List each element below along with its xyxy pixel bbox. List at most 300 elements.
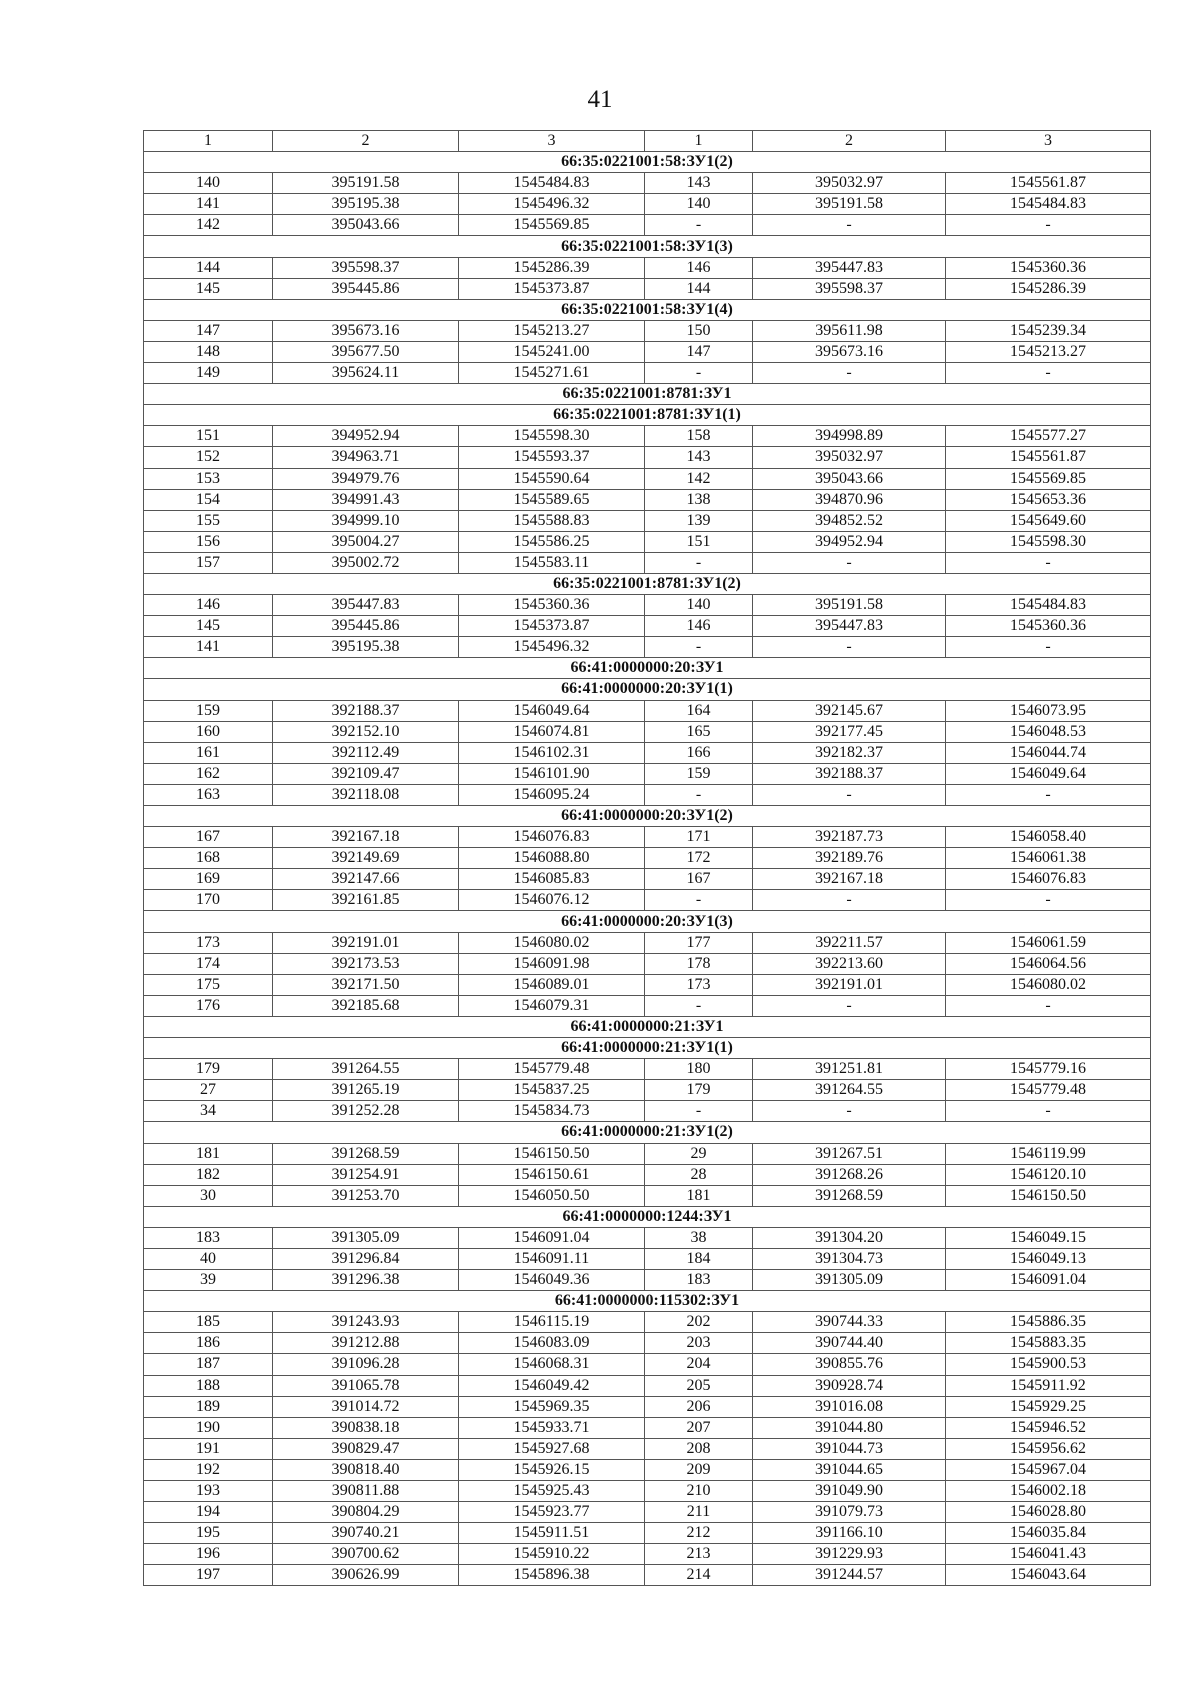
coordinate-x: 392187.73: [753, 827, 946, 848]
coordinate-y: 1545598.30: [459, 426, 645, 447]
coordinate-y: 1545910.22: [459, 1544, 645, 1565]
point-number: 142: [645, 468, 753, 489]
coordinate-x: 391251.81: [753, 1059, 946, 1080]
coordinate-x: 392173.53: [273, 953, 459, 974]
table-row: [144, 742, 1151, 763]
point-number: 184: [645, 1248, 753, 1269]
table-row: [144, 1227, 1151, 1248]
coordinate-x: -: [753, 215, 946, 236]
parcel-section-row: [144, 236, 1151, 257]
point-number: 156: [144, 531, 273, 552]
coordinate-x: 394999.10: [273, 510, 459, 531]
table-row: [144, 1333, 1151, 1354]
point-number: 190: [144, 1417, 273, 1438]
table-row: [144, 1502, 1151, 1523]
coordinate-x: 395611.98: [753, 320, 946, 341]
point-number: 203: [645, 1333, 753, 1354]
coordinate-y: -: [946, 215, 1151, 236]
table-row: [144, 932, 1151, 953]
column-header: 2: [273, 131, 459, 152]
coordinate-y: 1545590.64: [459, 468, 645, 489]
table-row: [144, 320, 1151, 341]
point-number: 141: [144, 194, 273, 215]
table-row: [144, 510, 1151, 531]
coordinate-y: 1545561.87: [946, 447, 1151, 468]
coordinate-y: 1546049.15: [946, 1227, 1151, 1248]
point-number: 157: [144, 552, 273, 573]
parcel-section-row: [144, 384, 1151, 405]
point-number: 30: [144, 1185, 273, 1206]
coordinate-y: 1545779.48: [459, 1059, 645, 1080]
coordinate-y: 1546058.40: [946, 827, 1151, 848]
coordinate-y: 1546091.04: [946, 1270, 1151, 1291]
coordinate-x: 392191.01: [273, 932, 459, 953]
coordinate-x: 391296.84: [273, 1248, 459, 1269]
coordinate-y: 1545577.27: [946, 426, 1151, 447]
coordinate-y: 1545886.35: [946, 1312, 1151, 1333]
table-row: [144, 1312, 1151, 1333]
point-number: -: [645, 890, 753, 911]
table-row: [144, 1375, 1151, 1396]
point-number: 159: [144, 700, 273, 721]
coordinate-y: 1545484.83: [459, 173, 645, 194]
coordinate-y: -: [946, 637, 1151, 658]
coordinate-x: 395032.97: [753, 447, 946, 468]
coordinate-y: 1546049.36: [459, 1270, 645, 1291]
point-number: 148: [144, 341, 273, 362]
point-number: 193: [144, 1481, 273, 1502]
point-number: 40: [144, 1248, 273, 1269]
point-number: 142: [144, 215, 273, 236]
point-number: 196: [144, 1544, 273, 1565]
coordinate-y: 1546049.64: [946, 763, 1151, 784]
coordinate-y: 1546068.31: [459, 1354, 645, 1375]
point-number: 154: [144, 489, 273, 510]
coordinate-y: 1546002.18: [946, 1481, 1151, 1502]
table-row: [144, 1544, 1151, 1565]
point-number: 160: [144, 721, 273, 742]
point-number: 192: [144, 1459, 273, 1480]
point-number: 168: [144, 848, 273, 869]
coordinate-x: 395598.37: [273, 257, 459, 278]
coordinate-y: 1545373.87: [459, 616, 645, 637]
table-row: [144, 848, 1151, 869]
point-number: 169: [144, 869, 273, 890]
coordinate-x: 391253.70: [273, 1185, 459, 1206]
coordinate-y: 1546091.98: [459, 953, 645, 974]
parcel-section-row: [144, 679, 1151, 700]
coordinate-y: 1546035.84: [946, 1523, 1151, 1544]
point-number: 138: [645, 489, 753, 510]
coordinate-x: 395445.86: [273, 616, 459, 637]
point-number: 147: [645, 341, 753, 362]
point-number: 146: [645, 616, 753, 637]
coordinate-y: 1546074.81: [459, 721, 645, 742]
point-number: 141: [144, 637, 273, 658]
point-number: 183: [645, 1270, 753, 1291]
coordinate-x: 391305.09: [273, 1227, 459, 1248]
coordinate-x: 391229.93: [753, 1544, 946, 1565]
coordinate-y: 1545911.51: [459, 1523, 645, 1544]
parcel-cadastral-number: 66:41:0000000:21:ЗУ1: [144, 1016, 1151, 1037]
coordinate-x: 395445.86: [273, 278, 459, 299]
coordinate-x: 392188.37: [753, 763, 946, 784]
point-number: 27: [144, 1080, 273, 1101]
point-number: 143: [645, 173, 753, 194]
point-number: 183: [144, 1227, 273, 1248]
point-number: 182: [144, 1164, 273, 1185]
parcel-section-row: [144, 1291, 1151, 1312]
parcel-cadastral-number: 66:35:0221001:8781:ЗУ1(1): [144, 405, 1151, 426]
coordinate-y: -: [946, 890, 1151, 911]
table-row: [144, 1438, 1151, 1459]
coordinate-y: 1546120.10: [946, 1164, 1151, 1185]
coordinate-y: 1545569.85: [459, 215, 645, 236]
point-number: 140: [645, 595, 753, 616]
point-number: 209: [645, 1459, 753, 1480]
point-number: 151: [645, 531, 753, 552]
coordinate-y: 1546150.50: [459, 1143, 645, 1164]
coordinate-x: 392191.01: [753, 974, 946, 995]
coordinate-y: 1546119.99: [946, 1143, 1151, 1164]
coordinate-y: 1545956.62: [946, 1438, 1151, 1459]
point-number: 165: [645, 721, 753, 742]
table-row: [144, 257, 1151, 278]
table-row: [144, 1185, 1151, 1206]
coordinate-y: 1545834.73: [459, 1101, 645, 1122]
table-row: [144, 173, 1151, 194]
point-number: 214: [645, 1565, 753, 1586]
coordinate-x: 395598.37: [753, 278, 946, 299]
point-number: -: [645, 1101, 753, 1122]
coordinate-y: 1546028.80: [946, 1502, 1151, 1523]
table-row: [144, 616, 1151, 637]
coordinate-x: 391049.90: [753, 1481, 946, 1502]
table-row: [144, 1101, 1151, 1122]
coordinate-y: 1546088.80: [459, 848, 645, 869]
coordinate-x: 391304.73: [753, 1248, 946, 1269]
parcel-cadastral-number: 66:35:0221001:58:ЗУ1(2): [144, 152, 1151, 173]
coordinate-x: 395195.38: [273, 194, 459, 215]
point-number: -: [645, 363, 753, 384]
coordinate-x: -: [753, 1101, 946, 1122]
point-number: 164: [645, 700, 753, 721]
coordinate-x: 392213.60: [753, 953, 946, 974]
parcel-cadastral-number: 66:41:0000000:20:ЗУ1(1): [144, 679, 1151, 700]
table-row: [144, 426, 1151, 447]
table-row: [144, 1396, 1151, 1417]
coordinate-x: 395004.27: [273, 531, 459, 552]
coordinate-y: 1546041.43: [946, 1544, 1151, 1565]
table-row: [144, 1565, 1151, 1586]
coordinate-y: 1545241.00: [459, 341, 645, 362]
point-number: 140: [645, 194, 753, 215]
coordinate-x: 395043.66: [753, 468, 946, 489]
point-number: 153: [144, 468, 273, 489]
coordinate-y: 1545900.53: [946, 1354, 1151, 1375]
coordinate-x: 392145.67: [753, 700, 946, 721]
point-number: 179: [144, 1059, 273, 1080]
coordinate-x: -: [753, 637, 946, 658]
column-header: 3: [459, 131, 645, 152]
coordinate-x: 394852.52: [753, 510, 946, 531]
coordinate-y: 1545569.85: [946, 468, 1151, 489]
coordinate-x: 390829.47: [273, 1438, 459, 1459]
coordinate-x: 392171.50: [273, 974, 459, 995]
point-number: 181: [144, 1143, 273, 1164]
table-row: [144, 1270, 1151, 1291]
coordinate-y: 1545583.11: [459, 552, 645, 573]
coordinate-x: 392188.37: [273, 700, 459, 721]
coordinate-x: 391044.80: [753, 1417, 946, 1438]
coordinate-x: 391267.51: [753, 1143, 946, 1164]
coordinate-x: 394963.71: [273, 447, 459, 468]
coordinate-y: 1545649.60: [946, 510, 1151, 531]
point-number: 176: [144, 995, 273, 1016]
table-row: [144, 278, 1151, 299]
coordinate-y: 1545969.35: [459, 1396, 645, 1417]
table-row: [144, 531, 1151, 552]
coordinate-x: 395677.50: [273, 341, 459, 362]
coordinate-x: 391016.08: [753, 1396, 946, 1417]
table-row: [144, 995, 1151, 1016]
point-number: 185: [144, 1312, 273, 1333]
coordinate-y: 1546079.31: [459, 995, 645, 1016]
column-header: 3: [946, 131, 1151, 152]
coordinate-y: 1546091.04: [459, 1227, 645, 1248]
coordinate-y: 1546076.83: [946, 869, 1151, 890]
coordinate-x: 392182.37: [753, 742, 946, 763]
point-number: 159: [645, 763, 753, 784]
coordinate-y: 1545589.65: [459, 489, 645, 510]
coordinate-y: 1546076.83: [459, 827, 645, 848]
point-number: -: [645, 995, 753, 1016]
point-number: 204: [645, 1354, 753, 1375]
coordinate-x: -: [753, 552, 946, 573]
coordinate-y: 1546073.95: [946, 700, 1151, 721]
point-number: 187: [144, 1354, 273, 1375]
coordinate-y: 1545593.37: [459, 447, 645, 468]
parcel-cadastral-number: 66:41:0000000:21:ЗУ1(2): [144, 1122, 1151, 1143]
coordinate-x: -: [753, 784, 946, 805]
point-number: 162: [144, 763, 273, 784]
coordinate-x: 395673.16: [753, 341, 946, 362]
coordinate-x: 392149.69: [273, 848, 459, 869]
coordinate-y: 1545213.27: [946, 341, 1151, 362]
point-number: 161: [144, 742, 273, 763]
coordinate-x: 392177.45: [753, 721, 946, 742]
point-number: 189: [144, 1396, 273, 1417]
point-number: 144: [645, 278, 753, 299]
coordinate-x: 395002.72: [273, 552, 459, 573]
coordinate-y: 1546115.19: [459, 1312, 645, 1333]
coordinate-y: 1546080.02: [459, 932, 645, 953]
coordinate-y: 1545933.71: [459, 1417, 645, 1438]
parcel-section-row: [144, 806, 1151, 827]
table-row: [144, 1248, 1151, 1269]
coordinate-x: 390804.29: [273, 1502, 459, 1523]
point-number: 171: [645, 827, 753, 848]
coordinate-x: 391264.55: [273, 1059, 459, 1080]
coordinate-x: 391212.88: [273, 1333, 459, 1354]
coordinate-x: 390626.99: [273, 1565, 459, 1586]
coordinate-x: 395447.83: [753, 257, 946, 278]
point-number: 158: [645, 426, 753, 447]
coordinate-y: 1545598.30: [946, 531, 1151, 552]
coordinate-y: 1546076.12: [459, 890, 645, 911]
table-row: [144, 1523, 1151, 1544]
table-row: [144, 869, 1151, 890]
point-number: 146: [645, 257, 753, 278]
coordinate-x: 394952.94: [273, 426, 459, 447]
table-row: [144, 215, 1151, 236]
coordinate-y: 1545923.77: [459, 1502, 645, 1523]
coordinate-y: 1545896.38: [459, 1565, 645, 1586]
parcel-cadastral-number: 66:35:0221001:58:ЗУ1(4): [144, 299, 1151, 320]
point-number: 208: [645, 1438, 753, 1459]
table-row: [144, 1059, 1151, 1080]
coordinate-x: 394991.43: [273, 489, 459, 510]
parcel-section-row: [144, 299, 1151, 320]
coordinate-y: 1545929.25: [946, 1396, 1151, 1417]
coordinate-x: 391243.93: [273, 1312, 459, 1333]
coordinate-x: 395032.97: [753, 173, 946, 194]
point-number: -: [645, 637, 753, 658]
point-number: 195: [144, 1523, 273, 1544]
point-number: 188: [144, 1375, 273, 1396]
table-row: [144, 363, 1151, 384]
coordinate-y: 1546061.59: [946, 932, 1151, 953]
point-number: 39: [144, 1270, 273, 1291]
coordinate-x: 390744.40: [753, 1333, 946, 1354]
point-number: 173: [144, 932, 273, 953]
coordinate-x: 392161.85: [273, 890, 459, 911]
coordinate-x: 392112.49: [273, 742, 459, 763]
table-row: [144, 1481, 1151, 1502]
point-number: 163: [144, 784, 273, 805]
coordinate-y: 1546083.09: [459, 1333, 645, 1354]
coordinate-y: 1545588.83: [459, 510, 645, 531]
coordinate-y: 1545967.04: [946, 1459, 1151, 1480]
parcel-section-row: [144, 573, 1151, 594]
table-row: [144, 637, 1151, 658]
coordinate-y: 1545286.39: [946, 278, 1151, 299]
table-row: [144, 974, 1151, 995]
point-number: 155: [144, 510, 273, 531]
point-number: 143: [645, 447, 753, 468]
table-row: [144, 1459, 1151, 1480]
table-row: [144, 1080, 1151, 1101]
point-number: 212: [645, 1523, 753, 1544]
table-row: [144, 1417, 1151, 1438]
table-row: [144, 763, 1151, 784]
coordinate-y: 1545837.25: [459, 1080, 645, 1101]
coordinate-x: 395624.11: [273, 363, 459, 384]
coordinate-x: 391096.28: [273, 1354, 459, 1375]
coordinate-x: 391264.55: [753, 1080, 946, 1101]
column-header: 1: [645, 131, 753, 152]
table-row: [144, 1354, 1151, 1375]
coordinate-x: 390744.33: [753, 1312, 946, 1333]
coordinate-x: -: [753, 995, 946, 1016]
coordinate-x: 392185.68: [273, 995, 459, 1016]
point-number: 145: [144, 278, 273, 299]
parcel-cadastral-number: 66:41:0000000:20:ЗУ1(2): [144, 806, 1151, 827]
point-number: 34: [144, 1101, 273, 1122]
parcel-cadastral-number: 66:41:0000000:1244:ЗУ1: [144, 1206, 1151, 1227]
column-header: 2: [753, 131, 946, 152]
coordinate-x: 390928.74: [753, 1375, 946, 1396]
table-row: [144, 595, 1151, 616]
point-number: 213: [645, 1544, 753, 1565]
table-row: [144, 784, 1151, 805]
coordinate-y: 1545373.87: [459, 278, 645, 299]
coordinate-y: 1546150.50: [946, 1185, 1151, 1206]
point-number: -: [645, 552, 753, 573]
point-number: 174: [144, 953, 273, 974]
point-number: 29: [645, 1143, 753, 1164]
coordinate-x: 395195.38: [273, 637, 459, 658]
coordinate-x: 392109.47: [273, 763, 459, 784]
parcel-section-row: [144, 1016, 1151, 1037]
point-number: 210: [645, 1481, 753, 1502]
point-number: 170: [144, 890, 273, 911]
coordinate-y: -: [946, 552, 1151, 573]
point-number: 146: [144, 595, 273, 616]
coordinate-x: -: [753, 363, 946, 384]
point-number: 206: [645, 1396, 753, 1417]
coordinate-x: 392147.66: [273, 869, 459, 890]
coordinate-x: 391166.10: [753, 1523, 946, 1544]
coordinate-x: 395447.83: [753, 616, 946, 637]
coordinate-x: 391268.26: [753, 1164, 946, 1185]
point-number: 173: [645, 974, 753, 995]
point-number: 145: [144, 616, 273, 637]
point-number: -: [645, 215, 753, 236]
parcel-section-row: [144, 1122, 1151, 1143]
point-number: 207: [645, 1417, 753, 1438]
parcel-section-row: [144, 658, 1151, 679]
coordinate-y: 1545484.83: [946, 194, 1151, 215]
point-number: 144: [144, 257, 273, 278]
coordinate-y: 1546091.11: [459, 1248, 645, 1269]
coordinate-x: 392211.57: [753, 932, 946, 953]
point-number: 167: [645, 869, 753, 890]
coordinate-y: -: [946, 1101, 1151, 1122]
point-number: 194: [144, 1502, 273, 1523]
coordinate-y: 1545653.36: [946, 489, 1151, 510]
table-row: [144, 447, 1151, 468]
point-number: 139: [645, 510, 753, 531]
table-row: [144, 552, 1151, 573]
coordinate-x: 391079.73: [753, 1502, 946, 1523]
table-row: [144, 721, 1151, 742]
coordinate-y: 1545286.39: [459, 257, 645, 278]
coordinate-y: 1545239.34: [946, 320, 1151, 341]
parcel-cadastral-number: 66:41:0000000:20:ЗУ1(3): [144, 911, 1151, 932]
coordinate-y: 1546080.02: [946, 974, 1151, 995]
coordinate-x: 390855.76: [753, 1354, 946, 1375]
coordinate-x: 391044.65: [753, 1459, 946, 1480]
coordinate-y: 1546050.50: [459, 1185, 645, 1206]
coordinate-x: 395043.66: [273, 215, 459, 236]
point-number: 150: [645, 320, 753, 341]
coordinate-x: 392167.18: [753, 869, 946, 890]
parcel-section-row: [144, 1038, 1151, 1059]
coordinates-table-body: [144, 131, 1151, 1586]
coordinate-x: 394998.89: [753, 426, 946, 447]
point-number: 177: [645, 932, 753, 953]
